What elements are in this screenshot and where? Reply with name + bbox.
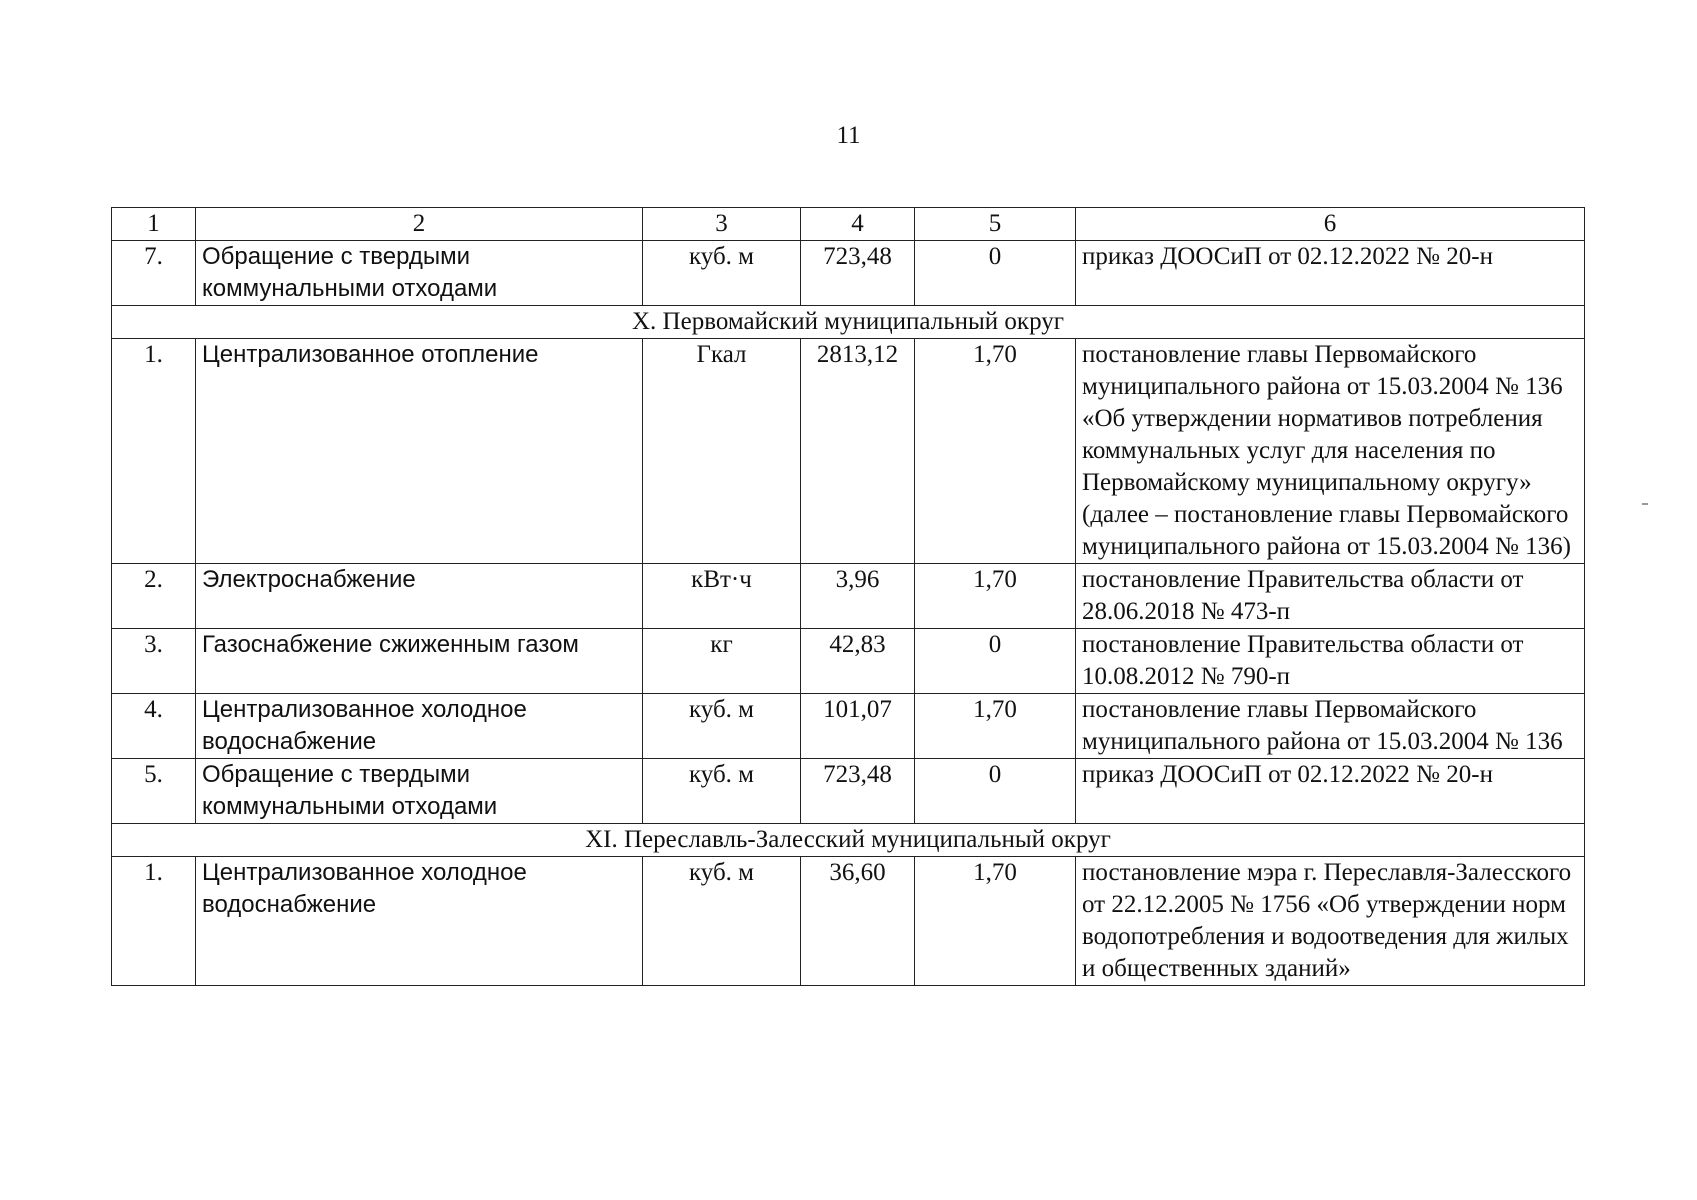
- norm-value: 723,48: [801, 241, 915, 306]
- table-row: [112, 857, 1585, 986]
- coefficient: 0: [915, 241, 1076, 306]
- scan-artifact: [1642, 503, 1648, 505]
- norm-value: 42,83: [801, 629, 915, 694]
- coefficient: 0: [915, 759, 1076, 824]
- unit-cell: Гкал: [643, 339, 801, 564]
- unit-cell: куб. м: [643, 857, 801, 986]
- service-name: Газоснабжение сжиженным газом: [196, 629, 643, 694]
- unit-cell: куб. м: [643, 241, 801, 306]
- service-name: Обращение с твердыми коммунальными отходами: [196, 759, 643, 824]
- norm-value: 101,07: [801, 694, 915, 759]
- unit-cell: кВт·ч: [643, 564, 801, 629]
- service-name: Обращение с твердыми коммунальными отходами: [196, 241, 643, 306]
- legal-basis: постановление главы Первомайского муниципального района от 15.03.2004 № 136 «Об утверждении нормативов потребления коммунальных услуг для населения по Первомайскому муниципальному округу» (далее – постановление главы Первомайского муниципального района от 15.03.2004 № 136): [1076, 339, 1585, 564]
- section-row: [112, 824, 1585, 857]
- coefficient: 1,70: [915, 857, 1076, 986]
- service-name: Централизованное холодное водоснабжение: [196, 857, 643, 986]
- row-number: 5.: [112, 759, 196, 824]
- row-number: 1.: [112, 339, 196, 564]
- norm-value: 36,60: [801, 857, 915, 986]
- header-cell: 4: [801, 208, 915, 241]
- unit-cell: куб. м: [643, 694, 801, 759]
- norm-value: 723,48: [801, 759, 915, 824]
- legal-basis: постановление Правительства области от 28.06.2018 № 473-п: [1076, 564, 1585, 629]
- coefficient: 1,70: [915, 564, 1076, 629]
- norms-table: [111, 207, 1585, 986]
- table-row: [112, 629, 1585, 694]
- row-number: 7.: [112, 241, 196, 306]
- legal-basis: приказ ДООСиП от 02.12.2022 № 20-н: [1076, 241, 1585, 306]
- coefficient: 1,70: [915, 694, 1076, 759]
- table-row: [112, 241, 1585, 306]
- section-title: X. Первомайский муниципальный округ: [112, 306, 1585, 339]
- unit-cell: кг: [643, 629, 801, 694]
- unit-cell: куб. м: [643, 759, 801, 824]
- row-number: 1.: [112, 857, 196, 986]
- header-cell: 1: [112, 208, 196, 241]
- coefficient: 1,70: [915, 339, 1076, 564]
- page-number: 11: [836, 122, 861, 149]
- header-cell: 5: [915, 208, 1076, 241]
- service-name: Электроснабжение: [196, 564, 643, 629]
- section-row: [112, 306, 1585, 339]
- legal-basis: постановление главы Первомайского муниципального района от 15.03.2004 № 136: [1076, 694, 1585, 759]
- header-cell: 6: [1076, 208, 1585, 241]
- row-number: 4.: [112, 694, 196, 759]
- table-row: [112, 339, 1585, 564]
- table-row: [112, 694, 1585, 759]
- legal-basis: постановление мэра г. Переславля-Залесского от 22.12.2005 № 1756 «Об утверждении норм водопотребления и водоотведения для жилых и общественных зданий»: [1076, 857, 1585, 986]
- legal-basis: приказ ДООСиП от 02.12.2022 № 20-н: [1076, 759, 1585, 824]
- norm-value: 3,96: [801, 564, 915, 629]
- table-row: [112, 759, 1585, 824]
- coefficient: 0: [915, 629, 1076, 694]
- legal-basis: постановление Правительства области от 10.08.2012 № 790-п: [1076, 629, 1585, 694]
- header-cell: 3: [643, 208, 801, 241]
- table-header-row: [112, 208, 1585, 241]
- table-row: [112, 564, 1585, 629]
- row-number: 2.: [112, 564, 196, 629]
- service-name: Централизованное холодное водоснабжение: [196, 694, 643, 759]
- header-cell: 2: [196, 208, 643, 241]
- norm-value: 2813,12: [801, 339, 915, 564]
- section-title: XI. Переславль-Залесский муниципальный округ: [112, 824, 1585, 857]
- row-number: 3.: [112, 629, 196, 694]
- service-name: Централизованное отопление: [196, 339, 643, 564]
